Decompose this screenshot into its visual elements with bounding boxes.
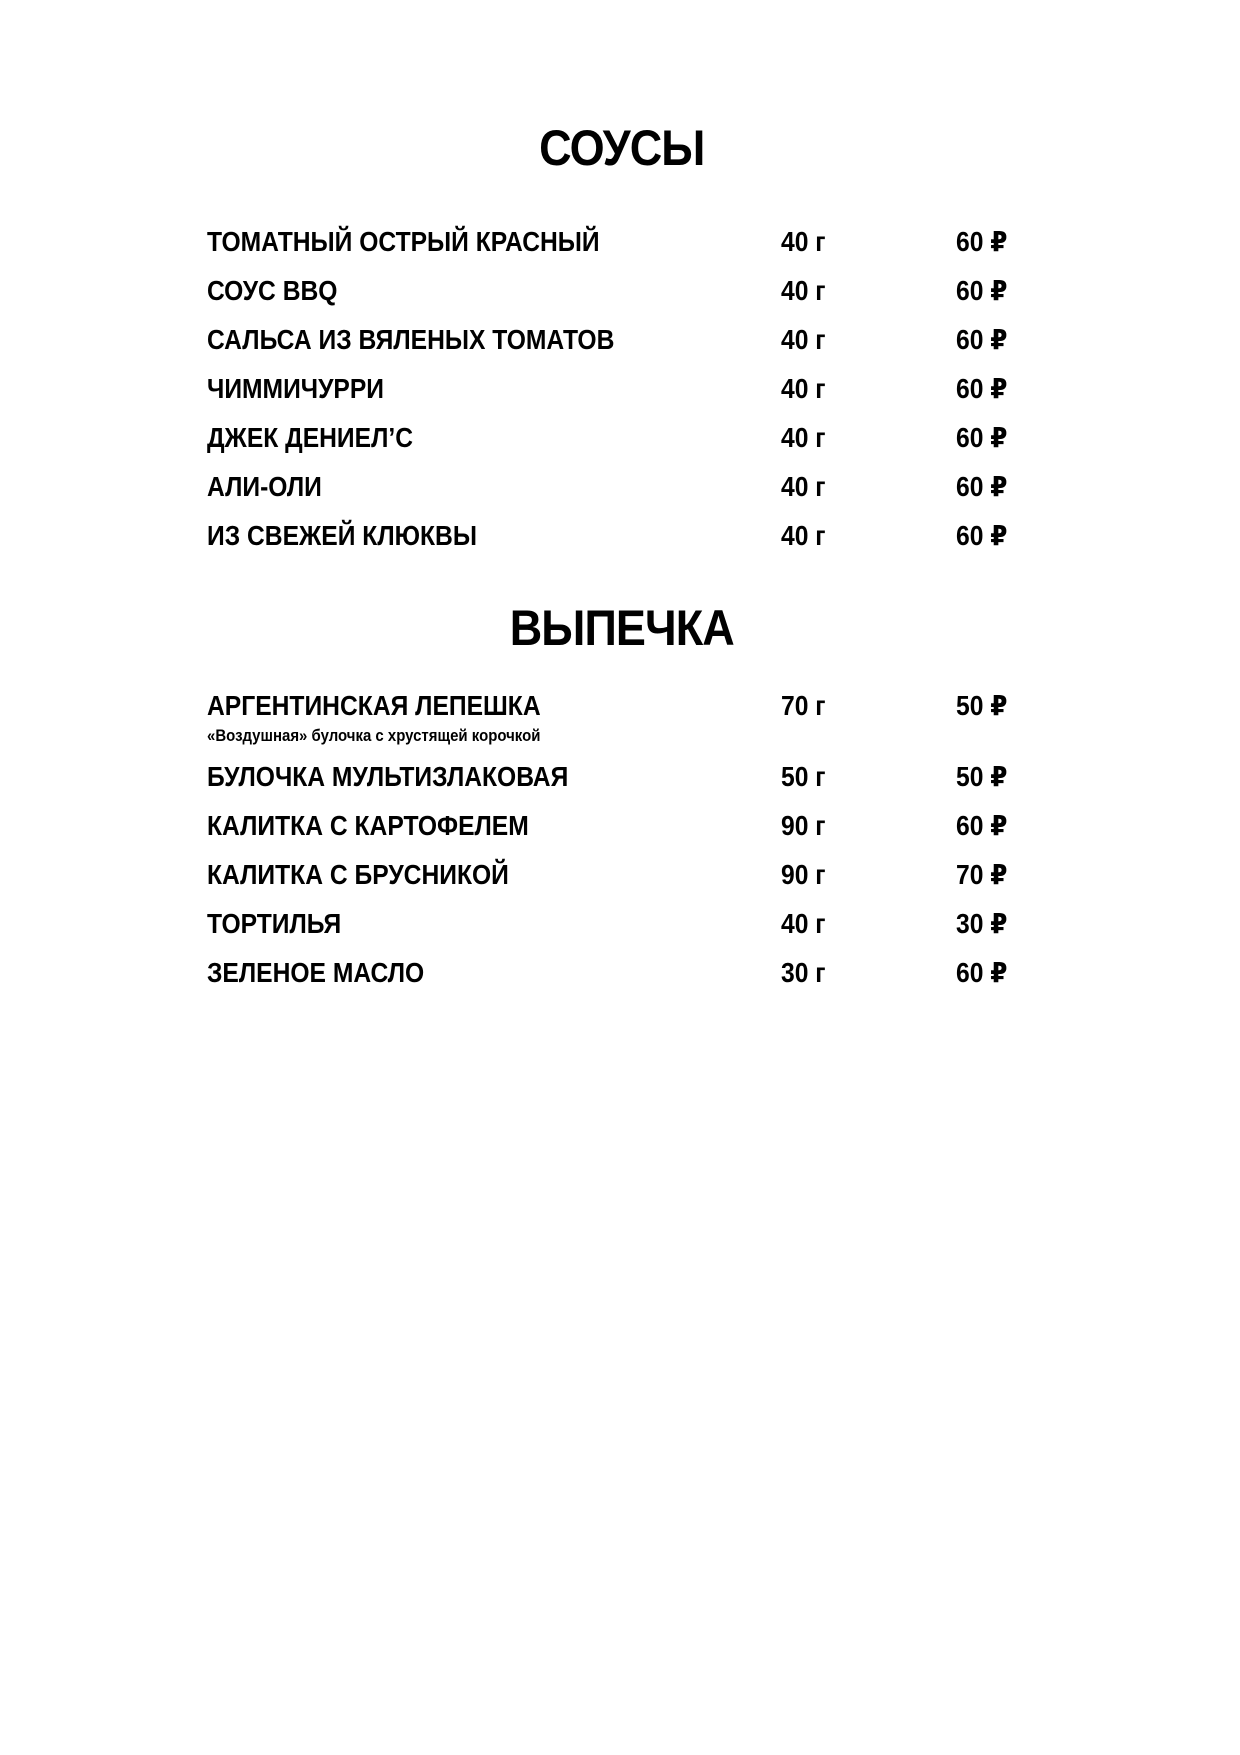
item-weight: 40 г [781, 422, 826, 453]
item-price: 70 ₽ [956, 859, 1008, 890]
item-price: 60 ₽ [956, 471, 1008, 502]
item-name: АРГЕНТИНСКАЯ ЛЕПЕШКА [207, 690, 541, 721]
item-price: 50 ₽ [956, 690, 1008, 721]
menu-item [207, 857, 1017, 907]
item-name: ТОРТИЛЬЯ [207, 908, 342, 939]
item-price: 60 ₽ [956, 810, 1008, 841]
item-name: БУЛОЧКА МУЛЬТИЗЛАКОВАЯ [207, 761, 569, 792]
item-price: 60 ₽ [956, 275, 1008, 306]
menu-item [207, 322, 1017, 372]
item-name: КАЛИТКА С КАРТОФЕЛЕМ [207, 810, 529, 841]
item-price: 60 ₽ [956, 957, 1008, 988]
item-weight: 40 г [781, 373, 826, 404]
item-name: КАЛИТКА С БРУСНИКОЙ [207, 859, 509, 890]
item-weight: 70 г [781, 690, 826, 721]
item-name: СОУС BBQ [207, 275, 338, 306]
item-price: 60 ₽ [956, 373, 1008, 404]
section-title-pastry: ВЫПЕЧКА [509, 600, 734, 656]
menu-item [207, 273, 1017, 323]
item-weight: 40 г [781, 520, 826, 551]
menu-item [207, 371, 1017, 421]
item-price: 30 ₽ [956, 908, 1008, 939]
item-weight: 50 г [781, 761, 826, 792]
item-price: 60 ₽ [956, 226, 1008, 257]
item-weight: 30 г [781, 957, 826, 988]
menu-item [207, 469, 1017, 519]
item-weight: 40 г [781, 226, 826, 257]
menu-item [207, 224, 1017, 274]
item-name: ЗЕЛЕНОЕ МАСЛО [207, 957, 425, 988]
item-weight: 40 г [781, 324, 826, 355]
item-name: САЛЬСА ИЗ ВЯЛЕНЫХ ТОМАТОВ [207, 324, 615, 355]
item-description: «Воздушная» булочка с хрустящей корочкой [207, 726, 541, 745]
item-price: 50 ₽ [956, 761, 1008, 792]
menu-item [207, 906, 1017, 956]
item-price: 60 ₽ [956, 520, 1008, 551]
menu-item [207, 808, 1017, 858]
item-weight: 40 г [781, 908, 826, 939]
item-weight: 90 г [781, 810, 826, 841]
item-name: ДЖЕК ДЕНИЕЛ’С [207, 422, 414, 453]
menu-item [207, 688, 1017, 750]
menu-item [207, 759, 1017, 809]
menu-item [207, 420, 1017, 470]
item-price: 60 ₽ [956, 422, 1008, 453]
item-name: ЧИММИЧУРРИ [207, 373, 385, 404]
section-title-sauces: СОУСЫ [539, 120, 705, 176]
item-weight: 40 г [781, 471, 826, 502]
menu-item [207, 518, 1017, 568]
item-price: 60 ₽ [956, 324, 1008, 355]
item-weight: 90 г [781, 859, 826, 890]
menu-item [207, 955, 1017, 1005]
item-name: ИЗ СВЕЖЕЙ КЛЮКВЫ [207, 520, 477, 551]
item-weight: 40 г [781, 275, 826, 306]
item-name: АЛИ-ОЛИ [207, 471, 322, 502]
item-name: ТОМАТНЫЙ ОСТРЫЙ КРАСНЫЙ [207, 226, 600, 257]
